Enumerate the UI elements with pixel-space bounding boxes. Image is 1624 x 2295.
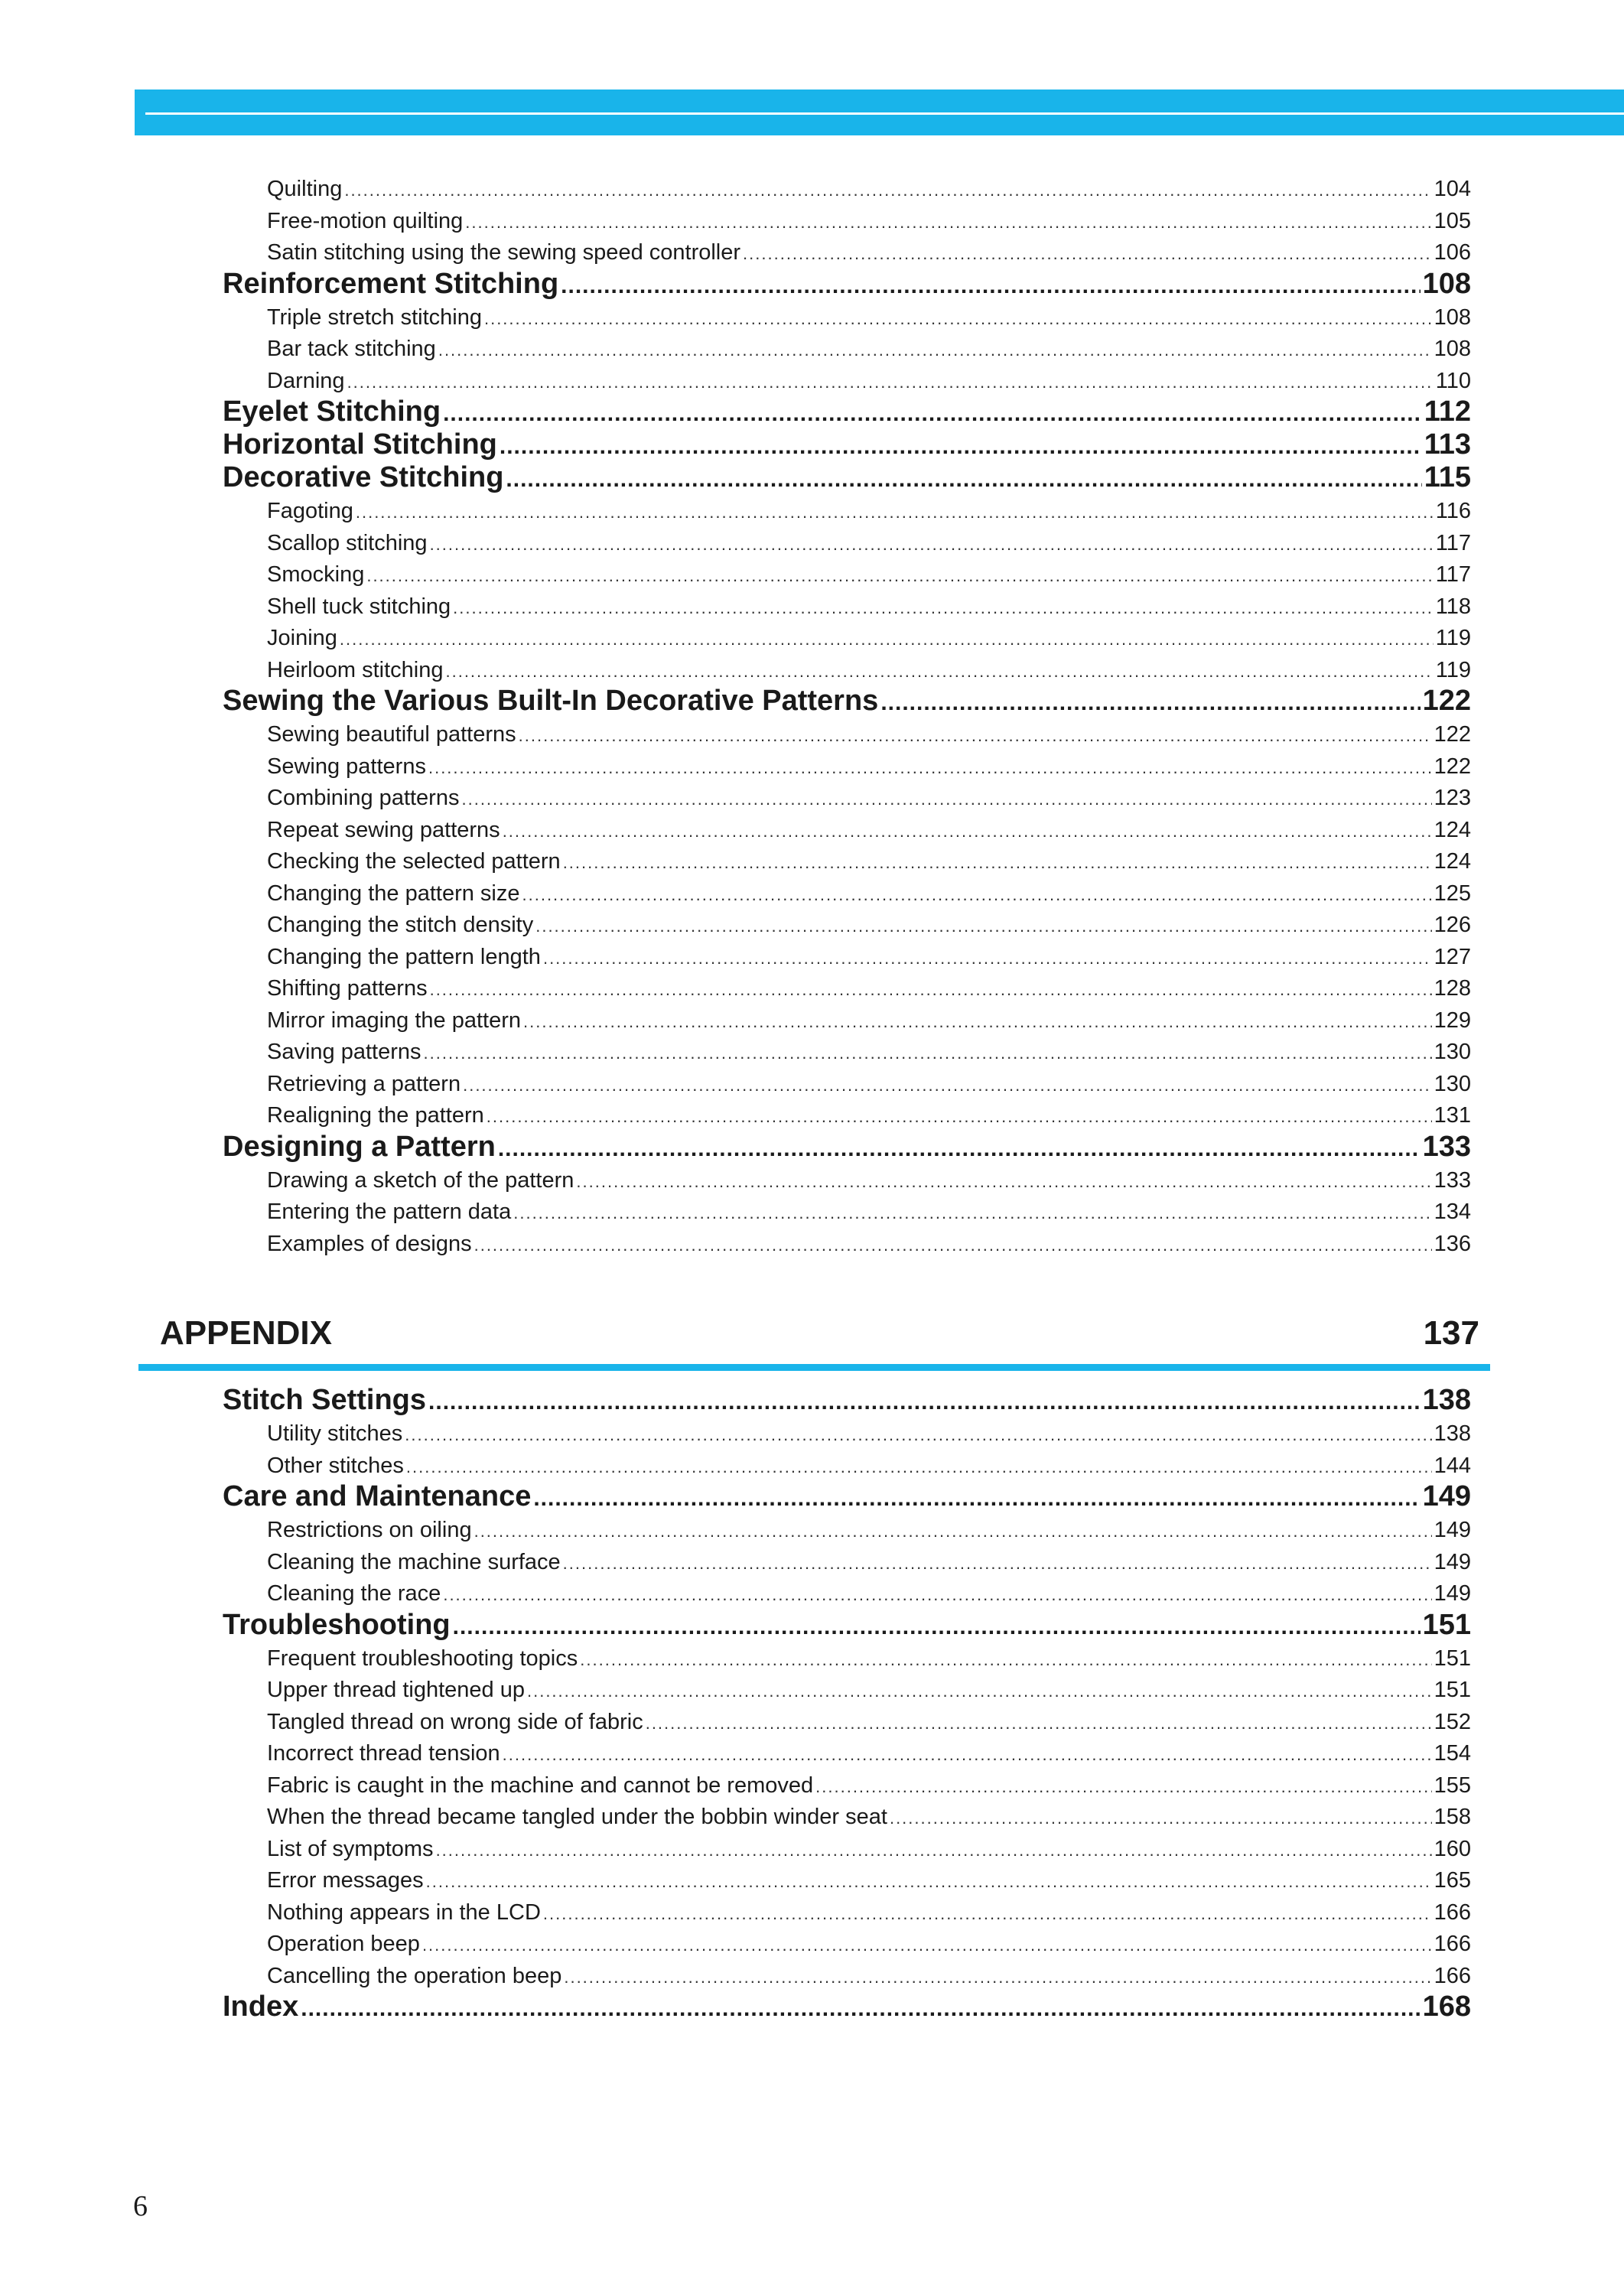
toc-entry-label: Index xyxy=(223,1991,299,2023)
toc-entry[interactable] xyxy=(267,1516,1471,1544)
toc-entry[interactable] xyxy=(267,1676,1471,1704)
toc-entry[interactable] xyxy=(267,1645,1471,1672)
toc-entry[interactable] xyxy=(267,975,1471,1002)
toc-leader-dots xyxy=(576,1168,1431,1196)
toc-entry[interactable] xyxy=(267,497,1471,525)
toc-entry-page: 108 xyxy=(1422,267,1471,300)
toc-leader-dots xyxy=(487,1103,1432,1131)
toc-entry[interactable] xyxy=(267,1867,1471,1894)
toc-entry-label: Operation beep xyxy=(267,1932,420,1956)
toc-entry-label: Changing the pattern length xyxy=(267,944,541,969)
toc-heading-entry[interactable] xyxy=(223,1129,1471,1164)
toc-leader-dots xyxy=(484,305,1432,333)
toc-entry-page: 113 xyxy=(1424,428,1471,461)
toc-entry-label: Other stitches xyxy=(267,1453,404,1478)
toc-entry-page: 144 xyxy=(1434,1453,1471,1478)
toc-leader-dots xyxy=(301,1991,1420,2026)
toc-leader-dots xyxy=(523,1008,1432,1036)
toc-entry-page: 128 xyxy=(1434,976,1471,1001)
toc-leader-dots xyxy=(580,1646,1431,1674)
toc-entry-page: 117 xyxy=(1435,530,1471,555)
toc-entry-label: Smocking xyxy=(267,562,365,587)
toc-entry-label: Repeat sewing patterns xyxy=(267,817,500,842)
toc-entry-label: Quilting xyxy=(267,177,343,201)
toc-entry-label: Nothing appears in the LCD xyxy=(267,1899,541,1925)
toc-entry[interactable] xyxy=(267,848,1471,875)
toc-entry-page: 108 xyxy=(1434,304,1471,330)
toc-entry-label: Scallop stitching xyxy=(267,530,428,555)
toc-entry[interactable] xyxy=(267,1548,1471,1576)
appendix-page: 137 xyxy=(1423,1314,1479,1352)
toc-entry[interactable] xyxy=(267,1198,1471,1226)
toc-entry-page: 106 xyxy=(1434,240,1471,265)
toc-entry[interactable] xyxy=(267,335,1471,363)
toc-entry[interactable] xyxy=(267,656,1471,684)
toc-entry-label: Heirloom stitching xyxy=(267,657,444,682)
toc-leader-dots xyxy=(543,1900,1432,1928)
toc-entry-label: Frequent troubleshooting topics xyxy=(267,1646,578,1671)
toc-entry[interactable] xyxy=(267,239,1471,266)
toc-entry[interactable] xyxy=(267,1899,1471,1926)
toc-leader-dots xyxy=(424,1040,1432,1067)
toc-entry-page: 130 xyxy=(1434,1071,1471,1096)
toc-entry-page: 127 xyxy=(1434,944,1471,969)
toc-leader-dots xyxy=(519,722,1432,750)
toc-entry[interactable] xyxy=(267,1102,1471,1129)
toc-entry-label: Incorrect thread tension xyxy=(267,1741,500,1766)
appendix-title: APPENDIX xyxy=(160,1314,332,1352)
header-bar xyxy=(135,90,1624,135)
toc-entry-page: 149 xyxy=(1434,1549,1471,1574)
toc-leader-dots xyxy=(561,269,1420,304)
toc-leader-dots xyxy=(428,754,1432,782)
toc-heading-entry[interactable] xyxy=(223,1382,1471,1418)
toc-entry-label: Cancelling the operation beep xyxy=(267,1963,562,1988)
toc-leader-dots xyxy=(366,562,1433,590)
toc-entry-page: 154 xyxy=(1434,1741,1471,1766)
toc-leader-dots xyxy=(474,1518,1432,1545)
toc-leader-dots xyxy=(430,531,1434,558)
toc-entry-page: 110 xyxy=(1435,368,1471,393)
toc-leader-dots xyxy=(406,1454,1432,1481)
toc-leader-dots xyxy=(443,1581,1431,1609)
toc-leader-dots xyxy=(465,209,1431,236)
toc-entry-label: Fabric is caught in the machine and cannot be removed xyxy=(267,1773,814,1798)
toc-entry-label: Triple stretch stitching xyxy=(267,304,482,330)
toc-entry-label: Care and Maintenance xyxy=(223,1480,532,1512)
toc-entry[interactable] xyxy=(267,1230,1471,1258)
toc-entry-label: Eyelet Stitching xyxy=(223,396,441,428)
toc-entry[interactable] xyxy=(267,593,1471,620)
toc-leader-dots xyxy=(815,1773,1431,1801)
toc-leader-dots xyxy=(436,1837,1432,1864)
toc-entry-label: Sewing beautiful patterns xyxy=(267,722,516,747)
toc-entry-label: Free-motion quilting xyxy=(267,208,464,233)
toc-entry-page: 108 xyxy=(1434,337,1471,361)
toc-entry-page: 149 xyxy=(1434,1581,1471,1606)
toc-entry-label: Entering the pattern data xyxy=(267,1200,512,1224)
toc-entry[interactable] xyxy=(267,1580,1471,1607)
toc-leader-dots xyxy=(356,499,1434,526)
toc-leader-dots xyxy=(563,849,1432,877)
toc-leader-dots xyxy=(890,1805,1432,1832)
toc-entry-page: 130 xyxy=(1434,1040,1471,1064)
toc-entry-page: 125 xyxy=(1434,881,1471,906)
toc-entry-page: 131 xyxy=(1434,1103,1471,1128)
toc-entry[interactable] xyxy=(267,911,1471,939)
toc-entry-page: 104 xyxy=(1434,177,1471,201)
toc-entry-label: Troubleshooting xyxy=(223,1608,451,1641)
toc-entry-page: 115 xyxy=(1424,461,1471,493)
toc-entry[interactable] xyxy=(267,1772,1471,1799)
toc-leader-dots xyxy=(522,881,1432,909)
toc-entry-page: 116 xyxy=(1435,499,1471,523)
toc-entry-label: Designing a Pattern xyxy=(223,1130,496,1163)
toc-entry-page: 123 xyxy=(1434,786,1471,810)
toc-entry[interactable] xyxy=(267,175,1471,203)
toc-leader-dots xyxy=(428,1385,1421,1420)
toc-leader-dots xyxy=(498,1131,1421,1167)
toc-entry-label: Utility stitches xyxy=(267,1421,403,1446)
toc-entry-page: 165 xyxy=(1434,1868,1471,1893)
toc-entry[interactable] xyxy=(267,561,1471,588)
toc-entry-label: Fagoting xyxy=(267,499,353,523)
toc-heading-entry[interactable] xyxy=(223,460,1471,495)
toc-entry-label: Bar tack stitching xyxy=(267,337,436,361)
toc-leader-dots xyxy=(422,1932,1432,1959)
toc-entry-page: 122 xyxy=(1434,754,1471,779)
toc-entry[interactable] xyxy=(267,1962,1471,1990)
toc-entry[interactable] xyxy=(267,304,1471,331)
toc-heading-entry[interactable] xyxy=(223,427,1471,462)
toc-entry-page: 134 xyxy=(1434,1200,1471,1224)
toc-entry[interactable] xyxy=(267,1167,1471,1194)
toc-entry-label: List of symptoms xyxy=(267,1836,434,1861)
toc-entry[interactable] xyxy=(267,1420,1471,1447)
toc-leader-dots xyxy=(347,369,1434,396)
toc-entry[interactable] xyxy=(267,784,1471,812)
toc-entry-page: 151 xyxy=(1434,1678,1471,1702)
toc-leader-dots xyxy=(344,177,1431,204)
toc-entry-label: Examples of designs xyxy=(267,1231,472,1256)
toc-entry-page: 112 xyxy=(1424,396,1471,428)
toc-entry-page: 124 xyxy=(1434,849,1471,874)
toc-leader-dots xyxy=(405,1421,1431,1449)
toc-leader-dots xyxy=(461,786,1431,813)
toc-entry-page: 166 xyxy=(1434,1932,1471,1956)
toc-entry-page: 166 xyxy=(1434,1963,1471,1988)
toc-entry-page: 119 xyxy=(1435,626,1471,650)
toc-entry-page: 129 xyxy=(1434,1008,1471,1033)
toc-entry[interactable] xyxy=(267,1452,1471,1480)
toc-leader-dots xyxy=(463,1072,1432,1099)
toc-entry[interactable] xyxy=(267,753,1471,780)
toc-entry-page: 117 xyxy=(1435,562,1471,587)
toc-entry[interactable] xyxy=(267,1835,1471,1863)
toc-entry-label: Drawing a sketch of the pattern xyxy=(267,1167,574,1193)
toc-entry-label: Changing the pattern size xyxy=(267,881,520,906)
toc-entry-page: 122 xyxy=(1422,685,1471,717)
toc-entry-label: Error messages xyxy=(267,1868,424,1893)
toc-entry-page: 155 xyxy=(1434,1773,1471,1798)
toc-entry-page: 133 xyxy=(1434,1167,1471,1193)
toc-entry-page: 160 xyxy=(1434,1836,1471,1861)
toc-leader-dots xyxy=(503,818,1432,845)
toc-entry[interactable] xyxy=(267,1038,1471,1066)
toc-entry-label: Darning xyxy=(267,368,345,393)
toc-entry-page: 133 xyxy=(1422,1130,1471,1163)
toc-entry-label: Sewing the Various Built-In Decorative Patterns xyxy=(223,685,879,717)
toc-entry[interactable] xyxy=(267,1740,1471,1767)
toc-entry-page: 166 xyxy=(1434,1899,1471,1925)
toc-entry-page: 105 xyxy=(1434,208,1471,233)
toc-heading-entry[interactable] xyxy=(223,683,1471,718)
toc-entry-page: 122 xyxy=(1434,722,1471,747)
toc-entry-label: Mirror imaging the pattern xyxy=(267,1008,522,1033)
toc-entry-label: Changing the stitch density xyxy=(267,913,534,937)
toc-leader-dots xyxy=(474,1232,1432,1259)
toc-heading-entry[interactable] xyxy=(223,266,1471,301)
toc-heading-entry[interactable] xyxy=(223,1479,1471,1514)
toc-leader-dots xyxy=(426,1868,1432,1896)
page-number: 6 xyxy=(133,2190,148,2222)
toc-entry-label: Satin stitching using the sewing speed controller xyxy=(267,240,741,265)
toc-leader-dots xyxy=(513,1200,1431,1227)
toc-heading-entry[interactable] xyxy=(223,1607,1471,1642)
toc-leader-dots xyxy=(564,1964,1431,1991)
toc-entry[interactable] xyxy=(267,529,1471,557)
toc-entry-page: 152 xyxy=(1434,1709,1471,1734)
toc-entry-label: Realigning the pattern xyxy=(267,1103,484,1128)
toc-entry-label: Sewing patterns xyxy=(267,754,426,779)
toc-entry[interactable] xyxy=(267,367,1471,395)
toc-leader-dots xyxy=(563,1550,1432,1577)
toc-entry-label: Combining patterns xyxy=(267,786,460,810)
toc-entry-label: Decorative Stitching xyxy=(223,461,504,493)
toc-entry-label: Cleaning the machine surface xyxy=(267,1549,561,1574)
toc-entry-page: 151 xyxy=(1434,1646,1471,1671)
toc-leader-dots xyxy=(533,1481,1420,1516)
toc-entry-page: 126 xyxy=(1434,913,1471,937)
toc-entry-page: 138 xyxy=(1422,1384,1471,1416)
toc-leader-dots xyxy=(880,685,1420,721)
toc-heading-entry[interactable] xyxy=(223,1989,1471,2024)
appendix-heading[interactable] xyxy=(160,1314,1479,1360)
toc-entry[interactable] xyxy=(267,1708,1471,1736)
toc-leader-dots xyxy=(453,594,1434,622)
toc-entry-label: Tangled thread on wrong side of fabric xyxy=(267,1709,643,1734)
toc-leader-dots xyxy=(438,337,1432,364)
toc-entry-label: Shell tuck stitching xyxy=(267,594,451,619)
appendix-rule xyxy=(138,1364,1490,1371)
toc-entry-label: When the thread became tangled under the bobbin winder seat xyxy=(267,1805,887,1829)
toc-leader-dots xyxy=(430,976,1432,1004)
toc-leader-dots xyxy=(445,658,1433,685)
toc-leader-dots xyxy=(646,1710,1432,1737)
toc-entry-label: Retrieving a pattern xyxy=(267,1071,461,1096)
toc-entry-label: Cleaning the race xyxy=(267,1581,441,1606)
toc-leader-dots xyxy=(535,913,1431,940)
toc-entry-label: Stitch Settings xyxy=(223,1384,427,1416)
toc-entry[interactable] xyxy=(267,1930,1471,1958)
toc-entry-page: 119 xyxy=(1435,657,1471,682)
toc-leader-dots xyxy=(503,1741,1432,1769)
toc-entry-label: Horizontal Stitching xyxy=(223,428,497,461)
toc-entry[interactable] xyxy=(267,880,1471,907)
toc-entry[interactable] xyxy=(267,943,1471,971)
toc-entry[interactable] xyxy=(267,721,1471,748)
toc-entry-page: 149 xyxy=(1434,1518,1471,1542)
toc-entry-label: Upper thread tightened up xyxy=(267,1678,525,1702)
toc-entry-page: 118 xyxy=(1435,594,1471,619)
toc-entry[interactable] xyxy=(267,207,1471,235)
toc-entry[interactable] xyxy=(267,1007,1471,1034)
toc-entry[interactable] xyxy=(267,1803,1471,1831)
toc-leader-dots xyxy=(527,1678,1432,1705)
toc-entry-label: Reinforcement Stitching xyxy=(223,267,559,300)
toc-entry-page: 168 xyxy=(1422,1991,1471,2023)
toc-entry[interactable] xyxy=(267,1070,1471,1098)
toc-entry-label: Restrictions on oiling xyxy=(267,1518,472,1542)
toc-entry-page: 136 xyxy=(1434,1231,1471,1256)
toc-leader-dots xyxy=(743,240,1432,268)
header-bar-line xyxy=(145,112,1624,115)
toc-entry-label: Joining xyxy=(267,626,337,650)
toc-entry-page: 151 xyxy=(1422,1608,1471,1641)
toc-entry-page: 158 xyxy=(1434,1805,1471,1829)
toc-leader-dots xyxy=(340,626,1434,653)
toc-leader-dots xyxy=(543,945,1432,972)
toc-heading-entry[interactable] xyxy=(223,394,1471,429)
toc-leader-dots xyxy=(506,462,1421,497)
toc-entry-page: 149 xyxy=(1422,1480,1471,1512)
toc-entry[interactable] xyxy=(267,624,1471,652)
toc-entry-page: 138 xyxy=(1434,1421,1471,1446)
toc-entry-label: Saving patterns xyxy=(267,1040,421,1064)
toc-entry[interactable] xyxy=(267,816,1471,844)
toc-entry-page: 124 xyxy=(1434,817,1471,842)
toc-leader-dots xyxy=(453,1610,1421,1645)
toc-entry-label: Shifting patterns xyxy=(267,976,428,1001)
toc-entry-label: Checking the selected pattern xyxy=(267,849,561,874)
